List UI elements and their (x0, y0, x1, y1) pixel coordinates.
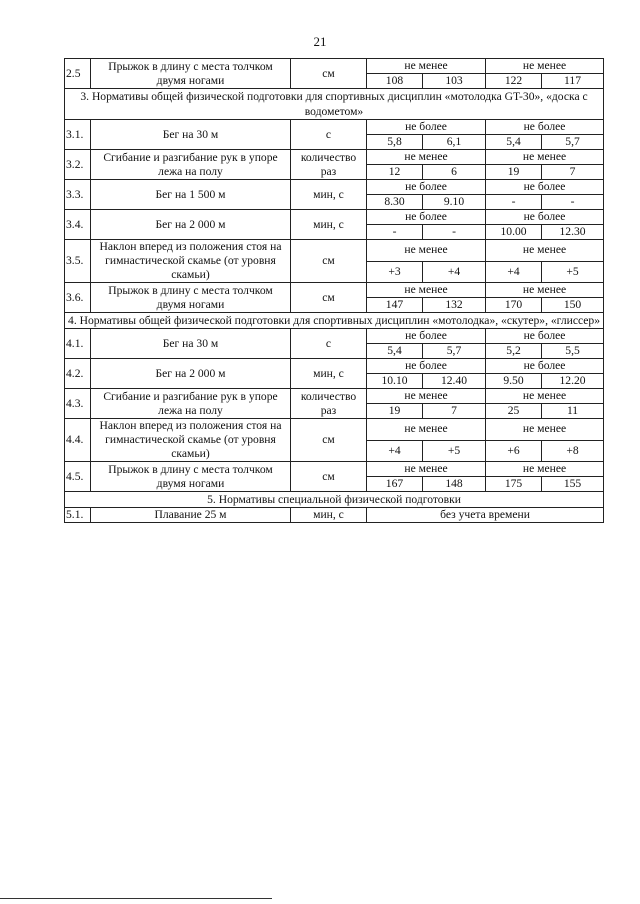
criterion-group-b: не менее (486, 419, 604, 441)
value-cell: 6,1 (423, 135, 486, 150)
value-cell: +4 (423, 261, 486, 283)
value-cell: 103 (423, 74, 486, 89)
row-number: 5.1. (65, 508, 91, 523)
criterion-group-b: не более (486, 329, 604, 344)
criterion-group-a: не менее (367, 283, 486, 298)
value-cell: 5,4 (486, 135, 542, 150)
value-cell: 19 (367, 404, 423, 419)
value-cell: +3 (367, 261, 423, 283)
value-cell: 12 (367, 165, 423, 180)
exercise-name: Бег на 30 м (91, 120, 291, 150)
unit: см (291, 59, 367, 89)
value-cell: 148 (423, 477, 486, 492)
row-number: 3.3. (65, 180, 91, 210)
value-cell: 10.10 (367, 374, 423, 389)
value-cell: 5,4 (367, 344, 423, 359)
unit: мин, с (291, 210, 367, 240)
value-cell: 5,2 (486, 344, 542, 359)
table-row (65, 240, 604, 262)
value-cell: 8.30 (367, 195, 423, 210)
criterion-group-b: не менее (486, 462, 604, 477)
criterion-group-a: не более (367, 120, 486, 135)
value-cell: +4 (367, 440, 423, 462)
value-cell: - (367, 225, 423, 240)
criterion-group-a: не менее (367, 59, 486, 74)
value-cell: +5 (423, 440, 486, 462)
exercise-name: Бег на 30 м (91, 329, 291, 359)
section-title: 4. Нормативы общей физической подготовки для спортивных дисциплин «мотолодка», «скутер», «глиссер» (65, 313, 604, 329)
section-header-row (65, 492, 604, 508)
section-title: 3. Нормативы общей физической подготовки для спортивных дисциплин «мотолодка GT-30», «доска с водометом» (65, 89, 604, 120)
row-number: 3.6. (65, 283, 91, 313)
row-number: 4.4. (65, 419, 91, 462)
value-cell: - (542, 195, 604, 210)
table-row (65, 180, 604, 195)
value-cell: 155 (542, 477, 604, 492)
value-cell: 117 (542, 74, 604, 89)
value-cell: 175 (486, 477, 542, 492)
criterion-group-b: не менее (486, 389, 604, 404)
table-row (65, 462, 604, 477)
table-row (65, 419, 604, 441)
value-cell: 12.20 (542, 374, 604, 389)
section-header-row (65, 89, 604, 120)
value-cell: 6 (423, 165, 486, 180)
unit: с (291, 120, 367, 150)
criterion-group-a: не менее (367, 389, 486, 404)
unit: количество раз (291, 389, 367, 419)
page-number: 21 (313, 34, 327, 49)
exercise-name: Сгибание и разгибание рук в упоре лежа на полу (91, 389, 291, 419)
exercise-name: Прыжок в длину с места толчком двумя ногами (91, 59, 291, 89)
criterion-group-b: не более (486, 180, 604, 195)
row-number: 3.4. (65, 210, 91, 240)
unit: см (291, 240, 367, 283)
value-cell: 9.50 (486, 374, 542, 389)
value-cell: +4 (486, 261, 542, 283)
value-cell: 12.30 (542, 225, 604, 240)
table-row (65, 359, 604, 374)
criterion-group-a: не менее (367, 419, 486, 441)
exercise-name: Сгибание и разгибание рук в упоре лежа на полу (91, 150, 291, 180)
criterion-group-a: не более (367, 329, 486, 344)
value-cell: 5,8 (367, 135, 423, 150)
criterion-group-a: не более (367, 359, 486, 374)
value-cell: +5 (542, 261, 604, 283)
criterion-group-a: не менее (367, 240, 486, 262)
norms-table-body (65, 59, 604, 523)
value-cell: 19 (486, 165, 542, 180)
value-cell: +6 (486, 440, 542, 462)
table-row (65, 210, 604, 225)
criterion-group-b: не менее (486, 150, 604, 165)
norms-table (64, 58, 604, 523)
row-number: 4.5. (65, 462, 91, 492)
value-cell: +8 (542, 440, 604, 462)
unit: см (291, 462, 367, 492)
table-row (65, 389, 604, 404)
unit: мин, с (291, 359, 367, 389)
value-cell: 9.10 (423, 195, 486, 210)
criterion-group-a: не более (367, 180, 486, 195)
row-number: 3.2. (65, 150, 91, 180)
value-cell: - (486, 195, 542, 210)
criterion-group-a: не более (367, 210, 486, 225)
unit: см (291, 283, 367, 313)
bottom-rule (0, 898, 272, 899)
exercise-name: Наклон вперед из положения стоя на гимнастической скамье (от уровня скамьи) (91, 240, 291, 283)
value-cell: 25 (486, 404, 542, 419)
criterion-group-b: не менее (486, 283, 604, 298)
row-number: 2.5 (65, 59, 91, 89)
criterion-group-a: не менее (367, 462, 486, 477)
value-cell: 11 (542, 404, 604, 419)
table-row (65, 329, 604, 344)
value-cell: 167 (367, 477, 423, 492)
exercise-name: Прыжок в длину с места толчком двумя ногами (91, 283, 291, 313)
exercise-name: Прыжок в длину с места толчком двумя ногами (91, 462, 291, 492)
value-cell: 5,7 (542, 135, 604, 150)
criterion-group-b: не менее (486, 240, 604, 262)
criterion-group-b: не более (486, 210, 604, 225)
exercise-name: Бег на 2 000 м (91, 210, 291, 240)
table-row (65, 508, 604, 523)
exercise-name: Бег на 1 500 м (91, 180, 291, 210)
value-cell: без учета времени (367, 508, 604, 523)
exercise-name: Бег на 2 000 м (91, 359, 291, 389)
table-row (65, 283, 604, 298)
table-row (65, 150, 604, 165)
unit: мин, с (291, 508, 367, 523)
table-row (65, 120, 604, 135)
criterion-group-b: не менее (486, 59, 604, 74)
row-number: 3.5. (65, 240, 91, 283)
value-cell: 108 (367, 74, 423, 89)
row-number: 4.1. (65, 329, 91, 359)
value-cell: 7 (542, 165, 604, 180)
row-number: 4.2. (65, 359, 91, 389)
unit: с (291, 329, 367, 359)
value-cell: 5,5 (542, 344, 604, 359)
unit: см (291, 419, 367, 462)
unit: количество раз (291, 150, 367, 180)
row-number: 4.3. (65, 389, 91, 419)
value-cell: - (423, 225, 486, 240)
value-cell: 132 (423, 298, 486, 313)
value-cell: 7 (423, 404, 486, 419)
row-number: 3.1. (65, 120, 91, 150)
value-cell: 170 (486, 298, 542, 313)
section-header-row (65, 313, 604, 329)
unit: мин, с (291, 180, 367, 210)
exercise-name: Плавание 25 м (91, 508, 291, 523)
criterion-group-a: не менее (367, 150, 486, 165)
value-cell: 12.40 (423, 374, 486, 389)
value-cell: 150 (542, 298, 604, 313)
section-title: 5. Нормативы специальной физической подготовки (65, 492, 604, 508)
criterion-group-b: не более (486, 120, 604, 135)
value-cell: 147 (367, 298, 423, 313)
exercise-name: Наклон вперед из положения стоя на гимнастической скамье (от уровня скамьи) (91, 419, 291, 462)
value-cell: 10.00 (486, 225, 542, 240)
value-cell: 122 (486, 74, 542, 89)
value-cell: 5,7 (423, 344, 486, 359)
criterion-group-b: не более (486, 359, 604, 374)
table-row (65, 59, 604, 74)
